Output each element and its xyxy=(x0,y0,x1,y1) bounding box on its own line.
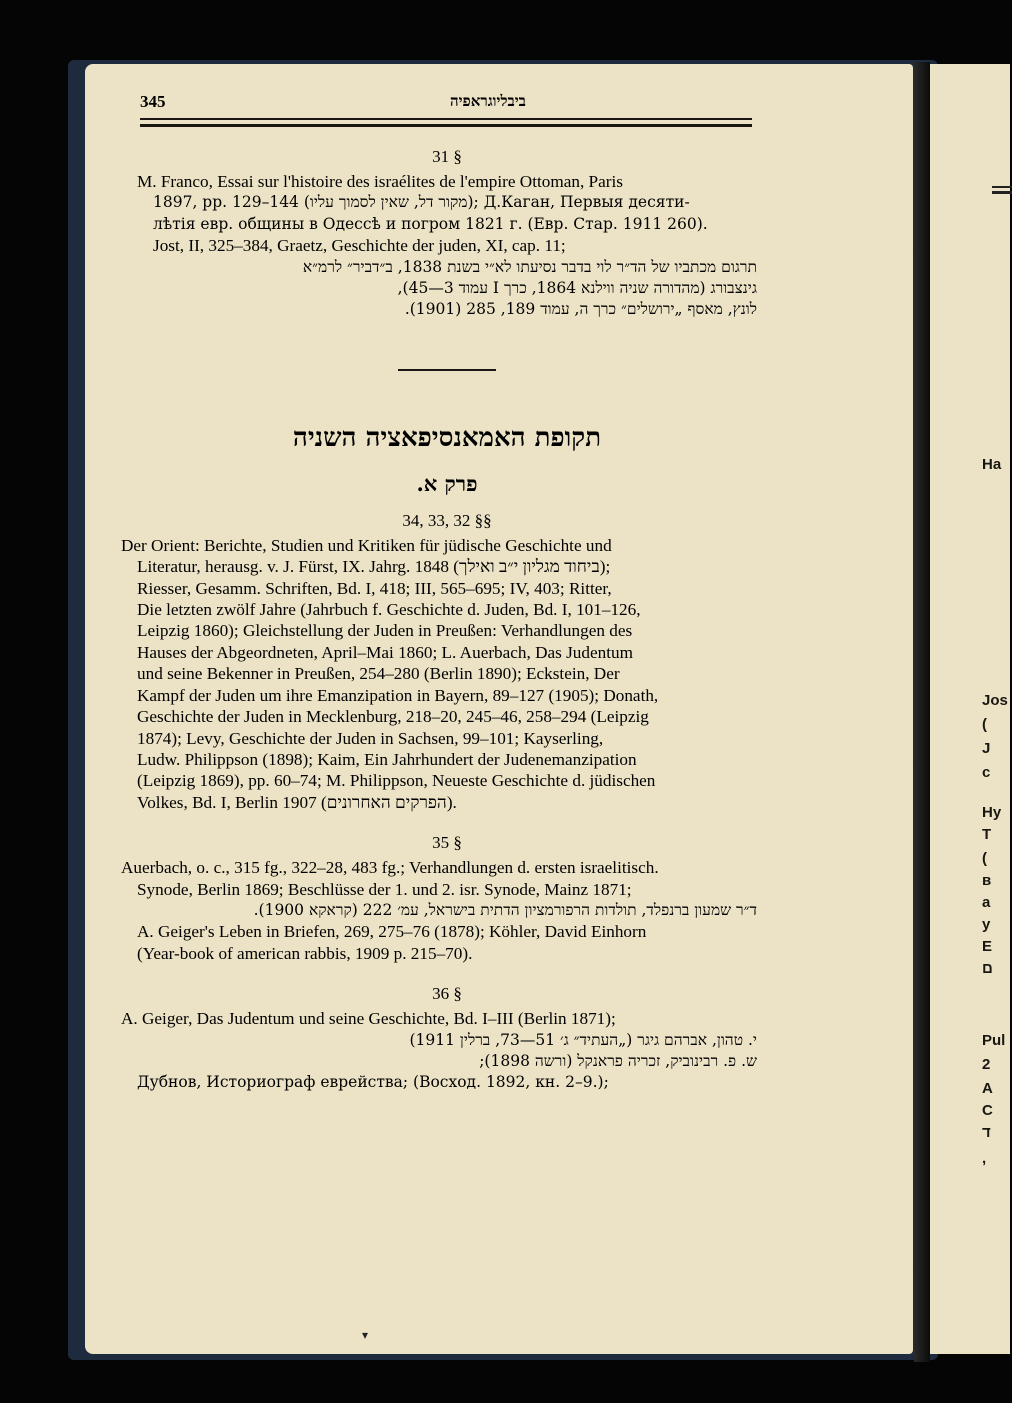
text-line: י. טהון, אברהם גיגר („העתיד״ ג׳ 51—73, ברלין 1911) xyxy=(409,1030,757,1049)
right-page-fragment: T xyxy=(982,826,992,843)
right-page-header-rule xyxy=(992,186,1012,188)
text-line: (Leipzig 1869), pp. 60–74; M. Philippson, Neueste Geschichte d. jüdischen xyxy=(137,771,656,791)
chapter-subtitle: פרק א. xyxy=(416,470,478,496)
book-gutter xyxy=(914,62,930,1362)
book-page-right-edge xyxy=(930,64,1010,1354)
right-page-fragment: a xyxy=(982,894,991,911)
text-line: 1874); Levy, Geschichte der Juden in Sachsen, 99–101; Kayserling, xyxy=(137,728,604,748)
section-label: 35 § xyxy=(432,833,462,853)
text-line: Synode, Berlin 1869; Beschlüsse der 1. und 2. isr. Synode, Mainz 1871; xyxy=(137,879,632,899)
text-line: (Year-book of american rabbis, 1909 p. 215–70). xyxy=(137,943,473,963)
right-page-fragment: y xyxy=(982,916,991,933)
right-page-fragment: Pul xyxy=(982,1032,1006,1049)
right-page-header-rule xyxy=(992,191,1012,194)
chapter-title: תקופת האמאנסיפאציה השניה xyxy=(292,422,602,453)
right-page-fragment: E xyxy=(982,938,993,955)
text-line: Дубнов, Историограф еврейства; (Восход. 1892, кн. 2–9.); xyxy=(137,1073,609,1092)
text-line: A. Geiger's Leben in Briefen, 269, 275–76 (1878); Köhler, David Einhorn xyxy=(137,922,647,942)
running-title: ביבליוגראפיה xyxy=(450,92,526,110)
right-page-fragment: A xyxy=(982,1080,993,1097)
page-number: 345 xyxy=(140,92,166,111)
text-line: Auerbach, o. c., 315 fg., 322–28, 483 fg.; Verhandlungen d. ersten israelitisch. xyxy=(121,858,659,878)
right-page-fragment: C xyxy=(982,1102,993,1119)
text-line: Ludw. Philippson (1898); Kaim, Ein Jahrhundert der Judenemanzipation xyxy=(137,749,637,769)
page-header xyxy=(140,92,760,120)
text-line: תרגום מכתביו של הד״ר לוי בדבר נסיעתו לא״י בשנת 1838, ב״דביר״ לרמ״א xyxy=(302,257,757,276)
right-page-fragment: J xyxy=(982,740,991,757)
text-line: Literatur, herausg. v. J. Fürst, IX. Jahrg. 1848 (ביחוד מגליון י״ב ואילך); xyxy=(137,557,611,577)
header-rule xyxy=(140,124,752,127)
right-page-fragment: Hy xyxy=(982,804,1002,821)
right-page-fragment: ( xyxy=(982,716,987,733)
right-page-fragment: ( xyxy=(982,850,987,867)
text-line: A. Geiger, Das Judentum und seine Geschichte, Bd. I–III (Berlin 1871); xyxy=(121,1009,616,1029)
page-body xyxy=(121,141,757,1094)
text-line: Jost, II, 325–384, Graetz, Geschichte der juden, XI, cap. 11; xyxy=(153,236,566,256)
text-line: M. Franco, Essai sur l'histoire des israélites de l'empire Ottoman, Paris xyxy=(137,172,623,191)
section-label: 31 § xyxy=(432,147,462,166)
bibliography-entry xyxy=(121,857,757,964)
text-line: Leipzig 1860); Gleichstellung der Juden in Preußen: Verhandlungen des xyxy=(137,621,633,641)
text-line: und seine Bekenner in Preußen, 254–280 (Berlin 1890); Eckstein, Der xyxy=(137,664,620,684)
bibliography-entry xyxy=(137,171,757,321)
right-page-fragment: ם xyxy=(982,960,993,977)
section-divider xyxy=(398,369,496,371)
text-line: ד״ר שמעון ברנפלד, תולדות הרפורמציון הדתית בישראל, עמ׳ 222 (קראקא 1900). xyxy=(253,900,757,919)
right-page-fragment: 2 xyxy=(982,1056,991,1073)
bibliography-entry xyxy=(121,1008,757,1094)
header-rule xyxy=(140,118,752,120)
text-line: ש. פ. רבינוביק, זכריה פראנקל (ורשה 1898); xyxy=(479,1051,757,1070)
right-page-fragment: , xyxy=(982,1150,987,1167)
right-page-fragment: в xyxy=(982,872,992,889)
text-line: Hauses der Abgeordneten, April–Mai 1860; L. Auerbach, Das Judentum xyxy=(137,642,633,662)
text-line: Der Orient: Berichte, Studien und Kritiken für jüdische Geschichte und xyxy=(121,535,612,555)
section-label: 34, 33, 32 §§ xyxy=(402,510,492,530)
right-page-fragment: c xyxy=(982,764,991,781)
text-line: Volkes, Bd. I, Berlin 1907 (הפרקים האחרונים). xyxy=(137,792,457,812)
right-page-fragment: ד xyxy=(982,1124,991,1141)
section-label: 36 § xyxy=(432,984,462,1004)
text-line: лѣтія евр. общины в Одессѣ и погром 1821 г. (Евр. Стар. 1911 260). xyxy=(153,214,708,233)
text-line: Die letzten zwölf Jahre (Jahrbuch f. Geschichte d. Juden, Bd. I, 101–126, xyxy=(137,600,641,620)
text-line: גינצבורג (מהדורה שניה ווילנא 1864, כרך I עמוד 3—45), xyxy=(397,279,757,298)
bibliography-entry xyxy=(121,535,757,813)
text-line: לונץ, מאסף „ירושלים״ כרך ה, עמוד 189, 285 (1901). xyxy=(404,300,757,319)
text-line: Riesser, Gesamm. Schriften, Bd. I, 418; III, 565–695; IV, 403; Ritter, xyxy=(137,578,612,598)
stray-mark: ▾ xyxy=(362,1328,369,1342)
text-line: Geschichte der Juden in Mecklenburg, 218–20, 245–46, 258–294 (Leipzig xyxy=(137,707,649,727)
right-page-fragment: Jos xyxy=(982,692,1008,709)
text-line: Kampf der Juden um ihre Emanzipation in Bayern, 89–127 (1905); Donath, xyxy=(137,685,659,705)
text-line: 1897, pp. 129–144 (מקור דל, שאין לסמוך עליו); Д.Каган, Первыя десяти- xyxy=(153,193,690,212)
right-page-fragment: Ha xyxy=(982,456,1002,473)
